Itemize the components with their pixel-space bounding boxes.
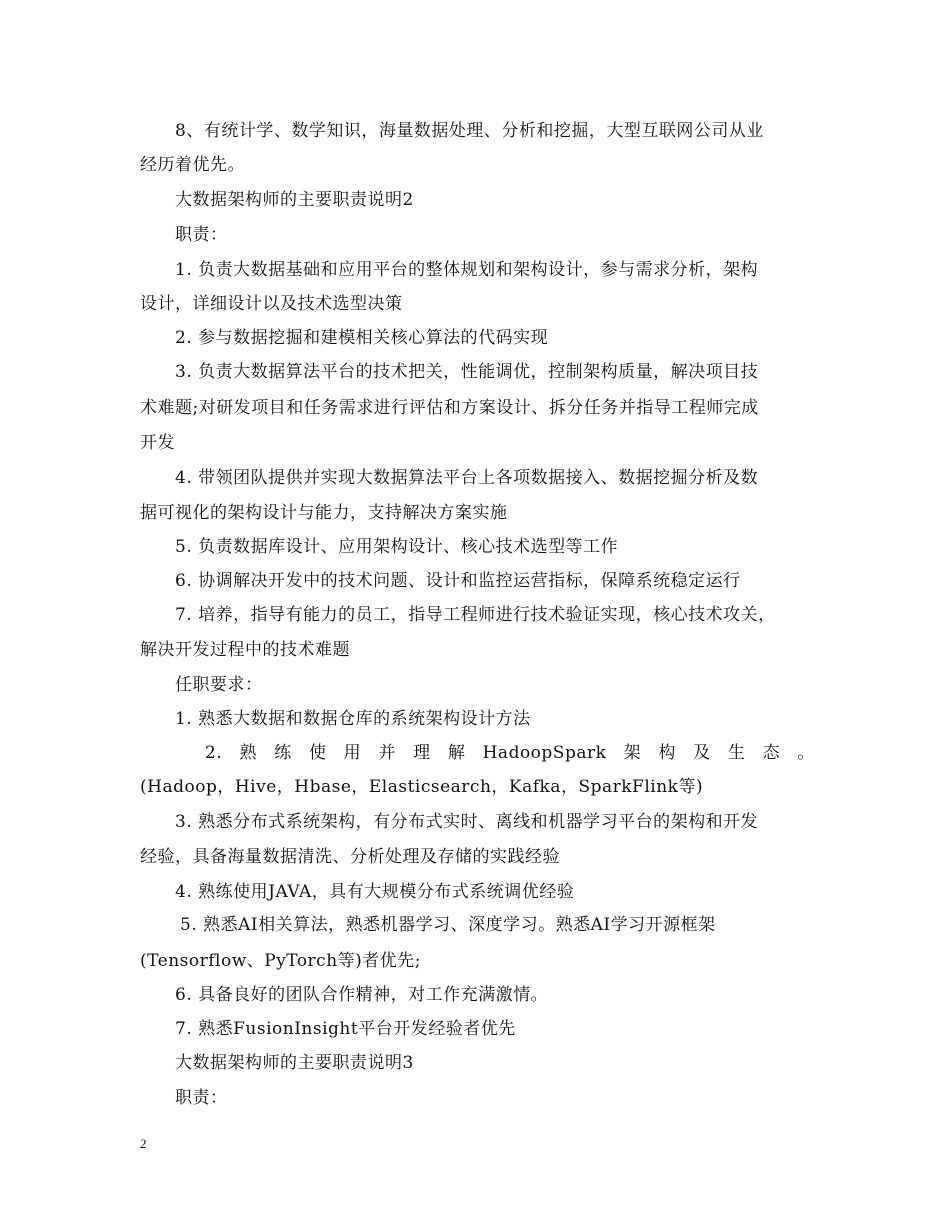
text-line: 5. 熟悉AI相关算法，熟悉机器学习、深度学习。熟悉AI学习开源框架 [180, 915, 716, 935]
justified-token: 解 [447, 743, 466, 763]
text-line: 据可视化的架构设计与能力，支持解决方案实施 [140, 503, 508, 523]
page-number: 2 [140, 1136, 147, 1151]
section-heading: 大数据架构师的主要职责说明2 [175, 190, 414, 210]
text-line: 经历着优先。 [140, 155, 245, 175]
text-line: (Tensorflow、PyTorch等)者优先; [140, 951, 422, 971]
justified-token: 构 [658, 743, 676, 763]
text-line: 解决开发过程中的技术难题 [140, 640, 350, 660]
justified-token: 用 [343, 743, 362, 763]
justified-token: HadoopSpark [482, 743, 607, 763]
justified-token: 理 [413, 743, 431, 763]
text-line: 7. 培养，指导有能力的员工，指导工程师进行技术验证实现，核心技术攻关， [175, 605, 776, 625]
justified-token: 熟 [239, 743, 257, 763]
justified-token: 使 [308, 743, 327, 763]
text-line: 8、有统计学、数学知识，海量数据处理、分析和挖掘，大型互联网公司从业 [175, 121, 764, 141]
justified-token: 态 [762, 743, 781, 763]
text-line: 5. 负责数据库设计、应用架构设计、核心技术选型等工作 [175, 537, 619, 557]
justified-token: 练 [274, 743, 292, 763]
justified-token: 并 [378, 743, 396, 763]
justified-token: 生 [727, 743, 746, 763]
text-line: 开发 [140, 433, 175, 453]
section-heading: 大数据架构师的主要职责说明3 [175, 1053, 414, 1073]
justified-token: 。 [797, 743, 815, 763]
justified-token: 2. [205, 743, 223, 763]
text-line: 1. 负责大数据基础和应用平台的整体规划和架构设计，参与需求分析，架构 [175, 260, 759, 280]
text-line: 设计，详细设计以及技术选型决策 [140, 294, 403, 314]
justified-token: 架 [623, 743, 642, 763]
text-line: 4. 带领团队提供并实现大数据算法平台上各项数据接入、数据挖掘分析及数 [175, 468, 759, 488]
text-line: 6. 协调解决开发中的技术问题、设计和监控运营指标，保障系统稳定运行 [175, 571, 741, 591]
text-line: 术难题;对研发项目和任务需求进行评估和方案设计、拆分任务并指导工程师完成 [140, 398, 759, 418]
text-line: 7. 熟悉FusionInsight平台开发经验者优先 [175, 1019, 516, 1039]
text-line: 6. 具备良好的团队合作精神，对工作充满激情。 [175, 985, 549, 1005]
text-line: 1. 熟悉大数据和数据仓库的系统架构设计方法 [175, 709, 531, 729]
text-line: 3. 熟悉分布式系统架构，有分布式实时、离线和机器学习平台的架构和开发 [175, 812, 759, 832]
text-line: (Hadoop，Hive，Hbase，Elasticsearch，Kafka，SparkFlink等) [140, 777, 704, 797]
justified-text-line [205, 742, 815, 764]
text-line: 3. 负责大数据算法平台的技术把关，性能调优，控制架构质量，解决项目技 [175, 362, 759, 382]
justified-token: 及 [693, 743, 711, 763]
text-line: 2. 参与数据挖掘和建模相关核心算法的代码实现 [175, 328, 549, 348]
text-line: 任职要求： [175, 675, 263, 695]
text-line: 职责： [175, 1088, 228, 1108]
text-line: 经验，具备海量数据清洗、分析处理及存储的实践经验 [140, 847, 560, 867]
text-line: 4. 熟练使用JAVA，具有大规模分布式系统调优经验 [175, 882, 575, 902]
text-line: 职责： [175, 225, 228, 245]
